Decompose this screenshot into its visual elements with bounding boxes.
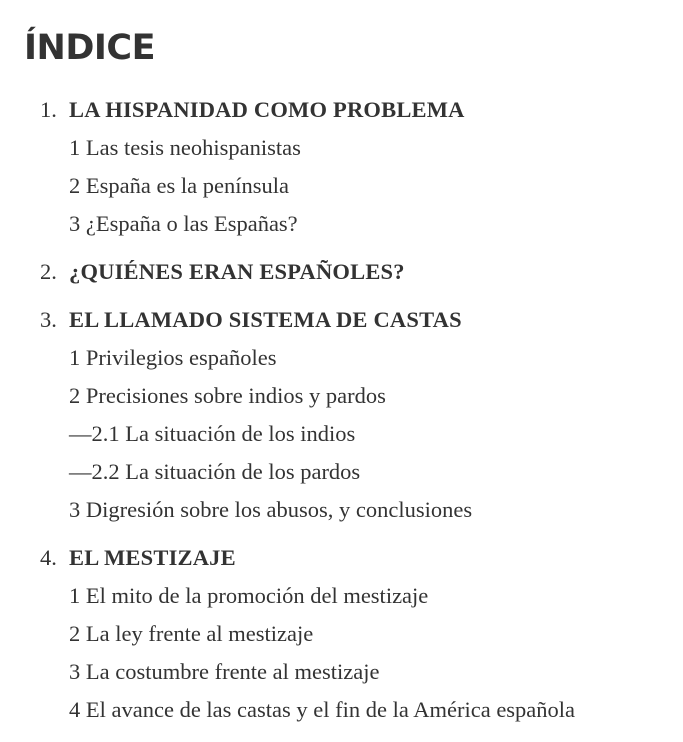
section-link[interactable]	[0, 377, 683, 415]
section-link[interactable]	[0, 205, 683, 243]
section-list	[0, 339, 683, 529]
chapter-title[interactable]: EL MESTIZAJE	[69, 545, 236, 570]
chapter-title[interactable]: ¿QUIÉNES ERAN ESPAÑOLES?	[69, 259, 405, 284]
section-link[interactable]	[0, 577, 683, 615]
section-link-text[interactable]: 3 ¿España o las Españas?	[69, 211, 298, 236]
subsection-link-text[interactable]: —2.2 La situación de los pardos	[69, 459, 361, 484]
chapter-2	[0, 253, 683, 291]
chapter-title[interactable]: LA HISPANIDAD COMO PROBLEMA	[69, 97, 465, 122]
subsection-link[interactable]	[0, 415, 683, 453]
chapter-1	[0, 91, 683, 243]
section-link-text[interactable]: 3 Digresión sobre los abusos, y conclusiones	[69, 497, 473, 522]
chapter-4	[0, 539, 683, 729]
subsection-link[interactable]	[0, 453, 683, 491]
section-list	[0, 577, 683, 729]
subsection-link-text[interactable]: —2.1 La situación de los indios	[69, 421, 356, 446]
section-link[interactable]	[0, 615, 683, 653]
chapter-heading[interactable]	[0, 301, 683, 339]
section-link-text[interactable]: 2 España es la península	[69, 173, 289, 198]
page-title: ÍNDICE	[24, 28, 155, 68]
chapter-number: 2.	[40, 259, 57, 284]
section-link-text[interactable]: 1 El mito de la promoción del mestizaje	[69, 583, 429, 608]
section-link-text[interactable]: 1 Privilegios españoles	[69, 345, 277, 370]
section-link[interactable]	[0, 339, 683, 377]
section-link-text[interactable]: 2 La ley frente al mestizaje	[69, 621, 314, 646]
section-list	[0, 129, 683, 243]
section-link[interactable]	[0, 653, 683, 691]
chapter-number: 1.	[40, 97, 57, 122]
section-link[interactable]	[0, 491, 683, 529]
section-link[interactable]	[0, 167, 683, 205]
chapter-title[interactable]: EL LLAMADO SISTEMA DE CASTAS	[69, 307, 462, 332]
section-link-text[interactable]: 4 El avance de las castas y el fin de la América española	[69, 697, 576, 722]
section-link[interactable]	[0, 691, 683, 729]
section-link-text[interactable]: 1 Las tesis neohispanistas	[69, 135, 301, 160]
chapter-3	[0, 301, 683, 529]
chapter-number: 3.	[40, 307, 57, 332]
chapter-heading[interactable]	[0, 253, 683, 291]
table-of-contents	[0, 91, 683, 739]
chapter-heading[interactable]	[0, 539, 683, 577]
chapter-number: 4.	[40, 545, 57, 570]
chapter-heading[interactable]	[0, 91, 683, 129]
section-link[interactable]	[0, 129, 683, 167]
section-link-text[interactable]: 3 La costumbre frente al mestizaje	[69, 659, 380, 684]
section-link-text[interactable]: 2 Precisiones sobre indios y pardos	[69, 383, 386, 408]
